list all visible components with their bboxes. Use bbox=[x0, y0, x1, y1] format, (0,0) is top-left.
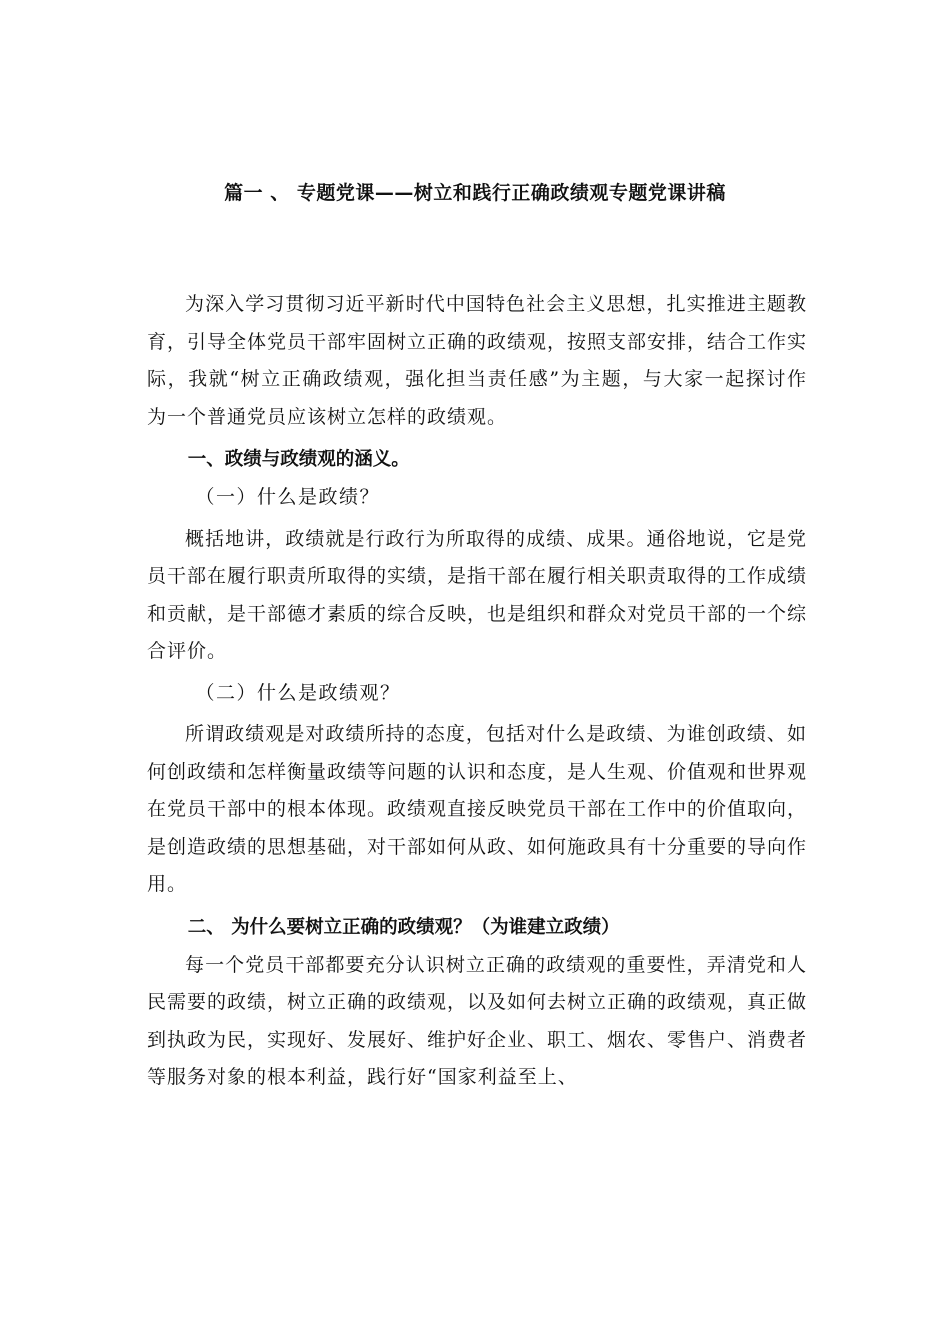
document-title: 篇一 、 专题党课——树立和践行正确政绩观专题党课讲稿 bbox=[224, 182, 726, 204]
intro-paragraph: 为深入学习贯彻习近平新时代中国特色社会主义思想，扎实推进主题教育，引导全体党员干部牢固树立正确的政绩观，按照支部安排，结合工作实际，我就“树立正确政绩观，强化担当责任感”为主题，与大家一起探讨作为一个普通党员应该树立怎样的政绩观。 bbox=[147, 293, 808, 428]
section-2-heading: 二、 为什么要树立正确的政绩观？（为谁建立政绩） bbox=[187, 916, 620, 938]
subsection-2-paragraph: 所谓政绩观是对政绩所持的态度，包括对什么是政绩、为谁创政绩、如何创政绩和怎样衡量政绩等问题的认识和态度，是人生观、价值观和世界观在党员干部中的根本体现。政绩观直接反映党员干部在工作中的价值取向，是创造政绩的思想基础，对干部如何从政、如何施政具有十分重要的导向作用。 bbox=[147, 723, 808, 895]
subsection-1-heading: （一）什么是政绩？ bbox=[195, 486, 380, 508]
subsection-2-heading: （二）什么是政绩观？ bbox=[195, 681, 401, 704]
section-2-paragraph: 每一个党员干部都要充分认识树立正确的政绩观的重要性，弄清党和人民需要的政绩，树立正确的政绩观，以及如何去树立正确的政绩观，真正做到执政为民，实现好、发展好、维护好企业、职工、烟农、零售户、消费者等服务对象的根本利益，践行好“国家利益至上、 bbox=[147, 953, 808, 1088]
section-1-heading: 一、政绩与政绩观的涵义。 bbox=[187, 449, 410, 470]
subsection-1-paragraph: 概括地讲，政绩就是行政行为所取得的成绩、成果。通俗地说，它是党员干部在履行职责所取得的实绩，是指干部在履行相关职责取得的工作成绩和贡献，是干部德才素质的综合反映，也是组织和群众对党员干部的一个综合评价。 bbox=[147, 527, 808, 662]
document-body bbox=[147, 286, 807, 1097]
